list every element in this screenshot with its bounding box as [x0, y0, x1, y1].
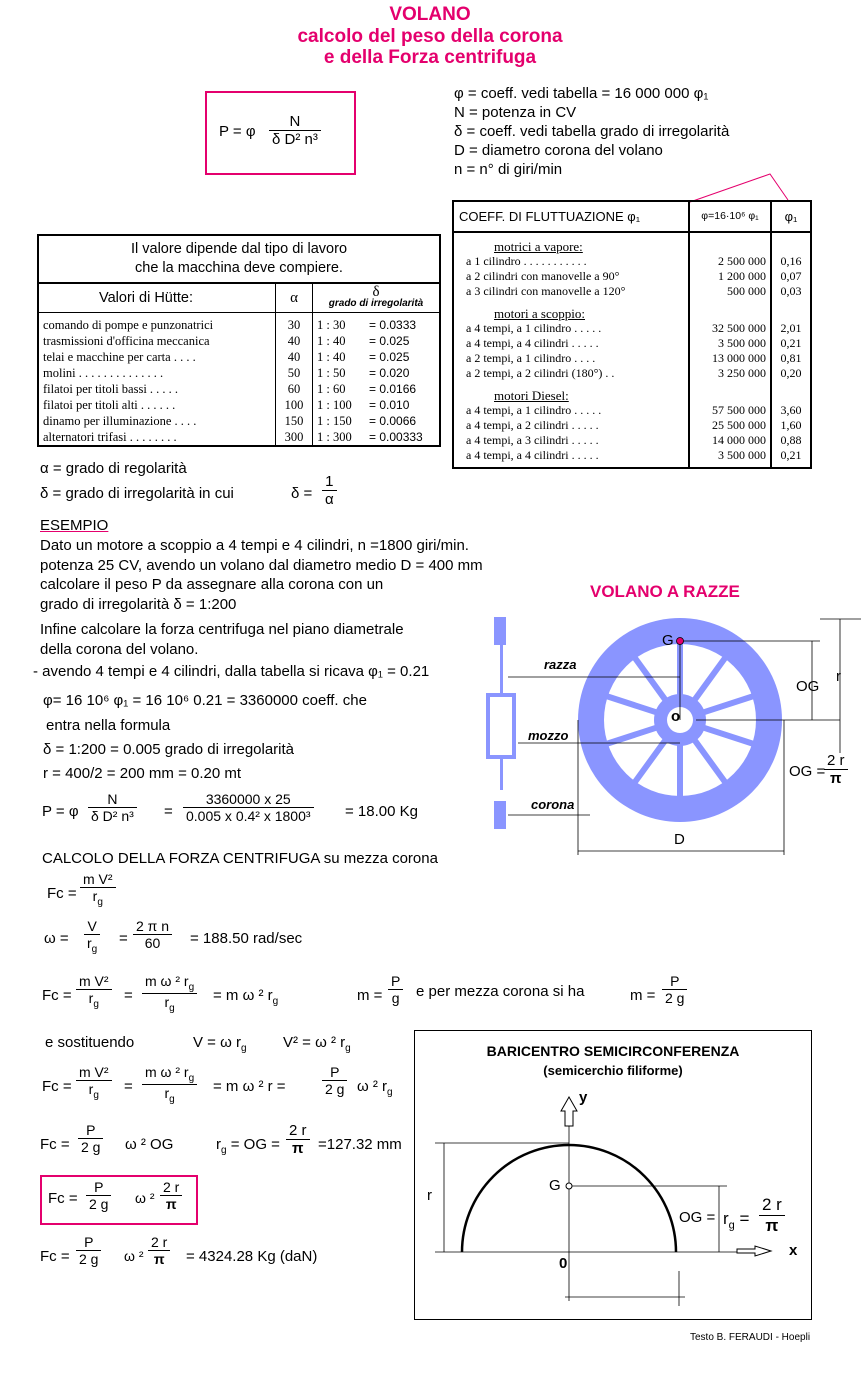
hutte-intro-1: Il valore dipende dal tipo di lavoro: [130, 241, 348, 257]
m2-num: P: [662, 973, 687, 990]
flutt-cell-phi: 0,20: [780, 366, 802, 380]
fc1-num: m V²: [80, 871, 116, 888]
fc2-lhs: Fc =: [42, 987, 72, 1004]
fc4-tail: ω ² OG: [125, 1136, 174, 1153]
semi-title: BARICENTRO SEMICIRCONFERENZA: [486, 1043, 740, 1059]
fc2-den-2: $r_g$: [164, 993, 175, 1014]
hutte-cell-name: filatoi per titoli alti . . . . . .: [38, 397, 276, 413]
fc2-den: $r_g$: [88, 990, 99, 1010]
hutte-col-values: Valori di Hütte:: [38, 283, 276, 313]
main-formula-box: [205, 91, 356, 175]
flutt-cell-name: a 3 cilindri con manovelle a 120°: [453, 284, 689, 299]
fc3-tail: ω ² $r_g$: [357, 1078, 393, 1098]
flutt-cell-name: a 4 tempi, a 2 cilindri . . . . .: [453, 418, 689, 433]
flutt-group-title: motori a scoppio:: [453, 299, 689, 321]
box-2r: 2 r: [160, 1179, 182, 1196]
omega-num-2: 2 π n: [133, 918, 172, 935]
result-box: [40, 1175, 198, 1225]
fc3-den: $r_g$: [88, 1081, 99, 1101]
flutt-group-title: motori Diesel:: [453, 381, 689, 403]
p-lhs: P = φ: [42, 803, 79, 820]
flutt-row: [453, 403, 811, 418]
m-num: P: [388, 973, 403, 990]
final-p: P: [76, 1234, 101, 1251]
fc3-2g: 2 g: [325, 1081, 345, 1097]
legend: [454, 84, 729, 179]
p-den-2: 0.005 x 0.4² x 1800³: [186, 808, 311, 824]
hutte-col-alpha: α: [276, 283, 313, 313]
hutte-row: [38, 381, 440, 397]
box-lhs: Fc =: [48, 1190, 78, 1207]
legend-delta: δ = coeff. vedi tabella grado di irregolarità: [454, 123, 730, 140]
label-r: r: [836, 668, 841, 685]
hutte-cell-alpha: 300: [276, 429, 313, 446]
flutt-cell-value: 32 500 000: [689, 321, 771, 336]
semi-y: y: [579, 1089, 588, 1106]
main-formula-num: N: [269, 113, 321, 131]
hutte-cell-delta: 1 : 40 = 0.025: [317, 350, 410, 364]
rg-den: π: [292, 1140, 304, 1157]
fc3-eq: =: [124, 1078, 133, 1095]
semi-o: 0: [559, 1255, 568, 1272]
hutte-row: [38, 365, 440, 381]
og-den: π: [830, 770, 842, 787]
fc3-p: P: [322, 1064, 347, 1081]
hutte-cell-alpha: 60: [276, 381, 313, 397]
label-d: D: [674, 831, 685, 848]
flutt-cell-name: a 4 tempi, a 4 cilindri . . . . .: [453, 448, 689, 468]
page-subtitle-1: calcolo del peso della corona: [297, 26, 563, 47]
p-num-2: 3360000 x 25: [183, 791, 314, 808]
flutt-cell-value: 14 000 000: [689, 433, 771, 448]
volano-title: VOLANO A RAZZE: [590, 582, 740, 601]
flutt-cell-phi: 0,07: [780, 269, 802, 283]
semi-x: x: [789, 1242, 798, 1259]
flutt-cell-value: 25 500 000: [689, 418, 771, 433]
def-alpha-den: α: [325, 491, 334, 508]
rg-num: 2 r: [286, 1122, 310, 1140]
fc3-num-2: m ω ² $r_g$: [142, 1064, 197, 1085]
flutt-row: [453, 321, 811, 336]
flutt-cell-name: a 4 tempi, a 1 cilindro . . . . .: [453, 403, 689, 418]
m-lhs: m =: [357, 987, 383, 1004]
hutte-cell-name: telai e macchine per carta . . . .: [38, 349, 276, 365]
hutte-row: [38, 349, 440, 365]
flutt-group-row: [453, 381, 811, 403]
flutt-row: [453, 254, 811, 269]
flutt-cell-phi: 0,21: [780, 448, 802, 462]
fc3-num: m V²: [76, 1064, 112, 1081]
hutte-intro-2: che la macchina deve compiere.: [135, 260, 343, 276]
flutt-cell-value: 1 200 000: [689, 269, 771, 284]
flutt-cell-name: a 2 tempi, a 2 cilindri (180°) . .: [453, 366, 689, 381]
main-formula-lhs: P = φ: [219, 123, 256, 140]
semi-subtitle: (semicerchio filiforme): [543, 1063, 683, 1078]
credit: Testo B. FERAUDI - Hoepli: [690, 1332, 811, 1343]
hutte-cell-alpha: 40: [276, 333, 313, 349]
flutt-header-1: COEFF. DI FLUTTUAZIONE φ₁: [453, 201, 689, 232]
semi-rg: $r_g$ =: [723, 1209, 750, 1232]
hutte-cell-name: trasmissioni d'officina meccanica: [38, 333, 276, 349]
flutt-cell-phi: 0,81: [780, 351, 802, 365]
flutt-group-row: [453, 299, 811, 321]
rg-result: =127.32 mm: [318, 1136, 402, 1153]
esempio-line-5: Infine calcolare la forza centrifuga nel piano diametrale: [40, 621, 404, 638]
flutt-header-3: φ₁: [784, 209, 798, 224]
final-result: = 4324.28 Kg (daN): [186, 1248, 318, 1265]
flutt-cell-name: a 1 cilindro . . . . . . . . . . .: [453, 254, 689, 269]
flutt-cell-value: 500 000: [689, 284, 771, 299]
hutte-cell-name: alternatori trifasi . . . . . . . .: [38, 429, 276, 446]
box-p: P: [86, 1179, 111, 1196]
fluttuazione-table: [452, 200, 812, 469]
esempio-step-2: φ= 16 10⁶ φ₁ = 16 10⁶ 0.21 = 3360000 coeff. che: [43, 692, 367, 709]
semicircle-diagram: [415, 1031, 811, 1319]
legend-n: N = potenza in CV: [454, 104, 577, 121]
esempio-step-3: δ = 1:200 = 0.005 grado di irregolarità: [43, 741, 295, 758]
final-omega: ω ²: [124, 1248, 144, 1264]
og-eq: OG =: [789, 763, 826, 780]
page-subtitle-2: e della Forza centrifuga: [323, 47, 537, 68]
hutte-cell-delta: 1 : 150 = 0.0066: [317, 414, 417, 428]
legend-d: D = diametro corona del volano: [454, 142, 663, 159]
flutt-row: [453, 269, 811, 284]
hutte-cell-name: molini . . . . . . . . . . . . . .: [38, 365, 276, 381]
label-o: o: [671, 708, 681, 725]
flutt-row: [453, 351, 811, 366]
final-2g: 2 g: [79, 1251, 99, 1267]
flutt-cell-phi: 1,60: [780, 418, 802, 432]
esempio-line-2: potenza 25 CV, avendo un volano dal diametro medio D = 400 mm: [40, 556, 483, 574]
final-lhs: Fc =: [40, 1248, 70, 1265]
hutte-cell-alpha: 150: [276, 413, 313, 429]
hutte-table: [37, 234, 441, 447]
flutt-cell-phi: 0,03: [780, 284, 802, 298]
omega-eq: =: [119, 930, 128, 947]
label-og: OG: [796, 678, 820, 695]
subst-v: V = ω $r_g$: [193, 1034, 247, 1054]
def-delta-eq: δ =: [291, 485, 313, 502]
def-delta: δ = grado di irregolarità in cui: [40, 485, 234, 502]
label-razza: razza: [544, 657, 577, 672]
fc3-lhs: Fc =: [42, 1078, 72, 1095]
p-den: δ D² n³: [91, 808, 134, 824]
hutte-cell-delta: 1 : 50 = 0.020: [317, 366, 410, 380]
flutt-cell-phi: 3,60: [780, 403, 802, 417]
m-text: e per mezza corona si ha: [416, 983, 585, 1000]
box-2g: 2 g: [89, 1196, 109, 1212]
semi-g: G: [549, 1177, 561, 1194]
og-num: 2 r: [824, 752, 848, 770]
flutt-cell-value: 2 500 000: [689, 254, 771, 269]
semicircle-box: [414, 1030, 812, 1320]
flutt-cell-phi: 0,16: [780, 254, 802, 268]
hutte-col-delta: grado di irregolarità: [328, 298, 424, 309]
esempio-step-4: r = 400/2 = 200 mm = 0.20 mt: [43, 765, 242, 782]
label-mozzo: mozzo: [528, 728, 569, 743]
page-title: VOLANO: [389, 4, 471, 25]
hutte-cell-alpha: 50: [276, 365, 313, 381]
side-view: [486, 617, 516, 829]
flutt-row: [453, 284, 811, 299]
flutt-cell-value: 3 250 000: [689, 366, 771, 381]
flutt-cell-phi: 0,88: [780, 433, 802, 447]
hutte-cell-delta: 1 : 300 = 0.00333: [317, 430, 423, 444]
hutte-cell-delta: 1 : 60 = 0.0166: [317, 382, 417, 396]
semi-den: π: [765, 1216, 779, 1235]
fc4-2g: 2 g: [81, 1139, 101, 1155]
hutte-cell-delta: 1 : 40 = 0.025: [317, 334, 410, 348]
esempio-line-6: della corona del volano.: [40, 640, 199, 658]
fc3-result: = m ω ² r =: [213, 1078, 286, 1095]
flutt-cell-value: 57 500 000: [689, 403, 771, 418]
fc1-lhs: Fc =: [47, 885, 77, 902]
flutt-group-title: motrici a vapore:: [453, 232, 689, 254]
m-den: g: [391, 990, 400, 1006]
hutte-cell-name: comando di pompe e punzonatrici: [38, 313, 276, 334]
def-one: 1: [322, 473, 337, 491]
flutt-cell-value: 3 500 000: [689, 336, 771, 351]
box-omega: ω ²: [135, 1190, 155, 1206]
fc-heading: CALCOLO DELLA FORZA CENTRIFUGA su mezza corona: [42, 850, 438, 867]
hutte-cell-delta: 1 : 30 = 0.0333: [317, 318, 417, 332]
def-alpha: α = grado di regolarità: [40, 460, 187, 477]
omega-den-2: 60: [144, 935, 161, 951]
fc2-result: = m ω ² $r_g$: [213, 987, 279, 1007]
subst-text: e sostituendo: [45, 1034, 135, 1051]
m2-lhs: m =: [630, 987, 656, 1004]
flutt-cell-value: 3 500 000: [689, 448, 771, 468]
esempio-step-2b: entra nella formula: [46, 717, 171, 734]
m2-den: 2 g: [665, 990, 685, 1006]
hutte-col-delta-sym: δ: [372, 284, 380, 300]
fc2-eq: =: [124, 987, 133, 1004]
hutte-cell-alpha: 40: [276, 349, 313, 365]
flutt-row: [453, 433, 811, 448]
hutte-cell-name: dinamo per illuminazione . . . .: [38, 413, 276, 429]
legend-giri: n = n° di giri/min: [454, 161, 563, 178]
hutte-row: [38, 413, 440, 429]
flutt-cell-name: a 2 tempi, a 1 cilindro . . . .: [453, 351, 689, 366]
flutt-cell-name: a 4 tempi, a 1 cilindro . . . . .: [453, 321, 689, 336]
hutte-cell-alpha: 100: [276, 397, 313, 413]
flutt-cell-phi: 0,21: [780, 336, 802, 350]
flutt-group-row: [453, 232, 811, 254]
fc2-num: m V²: [76, 973, 112, 990]
flutt-row: [453, 448, 811, 468]
main-formula-den: δ D² n³: [272, 131, 318, 148]
flutt-cell-value: 13 000 000: [689, 351, 771, 366]
esempio-text-2: [40, 620, 404, 659]
fc1-den: $r_g$: [92, 888, 103, 908]
omega-lhs: ω =: [44, 930, 69, 947]
flutt-row: [453, 336, 811, 351]
p-num: N: [88, 791, 137, 808]
semi-r: r: [427, 1187, 432, 1204]
box-pi: π: [165, 1196, 177, 1212]
esempio-line-4: grado di irregolarità δ = 1:200: [40, 595, 237, 613]
rg-eq: $r_g$ = OG =: [216, 1136, 280, 1156]
hutte-row: [38, 397, 440, 413]
fc2-num-2: m ω ² $r_g$: [142, 973, 197, 994]
fc3-den-2: $r_g$: [164, 1084, 175, 1105]
legend-phi: φ = coeff. vedi tabella = 16 000 000 φ₁: [454, 85, 709, 102]
hutte-row: [38, 429, 440, 446]
p-eq: =: [164, 803, 173, 820]
semi-og: OG =: [679, 1209, 716, 1226]
p-result: = 18.00 Kg: [345, 803, 418, 820]
omega-num: V: [84, 918, 100, 935]
flutt-row: [453, 366, 811, 381]
flutt-header-2: φ=16·10⁶ φ₁: [689, 201, 771, 232]
label-corona: corona: [531, 797, 575, 812]
hutte-row: [38, 333, 440, 349]
esempio-line-1: Dato un motore a scoppio a 4 tempi e 4 cilindri, n =1800 giri/min.: [40, 537, 469, 554]
hutte-cell-alpha: 30: [276, 313, 313, 334]
esempio-step-1: - avendo 4 tempi e 4 cilindri, dalla tabella si ricava φ₁ = 0.21: [33, 663, 430, 680]
esempio-line-3: calcolare il peso P da assegnare alla corona con un: [40, 576, 384, 593]
semi-num: 2 r: [759, 1195, 785, 1216]
subst-v2: V² = ω ² $r_g$: [283, 1034, 351, 1054]
hutte-row: [38, 313, 440, 334]
fc4-lhs: Fc =: [40, 1136, 70, 1153]
flutt-cell-name: a 4 tempi, a 4 cilindri . . . . .: [453, 336, 689, 351]
flutt-cell-phi: 2,01: [780, 321, 802, 335]
esempio-text: [40, 536, 483, 614]
omega-den: $r_g$: [87, 935, 98, 955]
omega-result: = 188.50 rad/sec: [190, 930, 303, 947]
final-pi: π: [153, 1251, 165, 1267]
esempio-heading: ESEMPIO: [40, 517, 109, 534]
flutt-cell-name: a 2 cilindri con manovelle a 90°: [453, 269, 689, 284]
label-g: G: [662, 632, 674, 649]
fc4-p: P: [78, 1122, 103, 1139]
flutt-cell-name: a 4 tempi, a 3 cilindri . . . . .: [453, 433, 689, 448]
final-2r: 2 r: [148, 1234, 170, 1251]
hutte-cell-name: filatoi per titoli bassi . . . . .: [38, 381, 276, 397]
hutte-cell-delta: 1 : 100 = 0.010: [317, 398, 410, 412]
flutt-row: [453, 418, 811, 433]
